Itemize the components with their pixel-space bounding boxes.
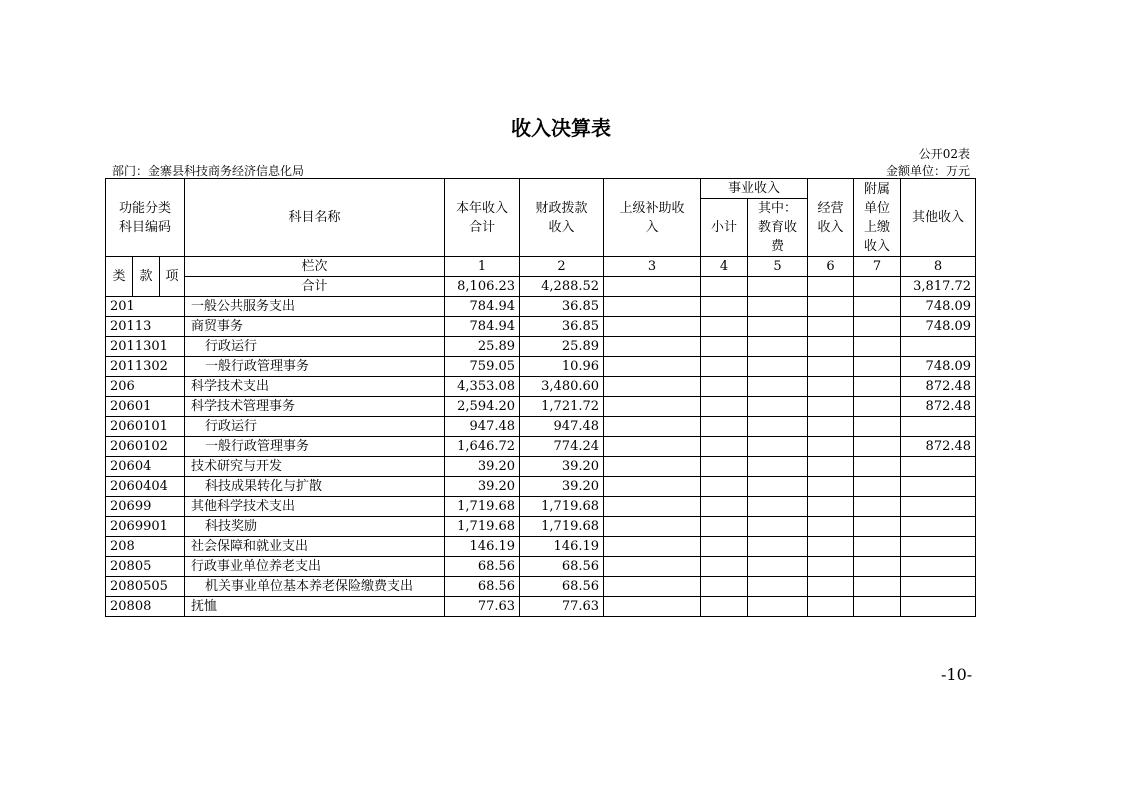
row-value [604,437,701,457]
row-value [701,297,748,317]
row-value [604,457,701,477]
row-code: 2060404 [106,477,185,497]
row-code: 2060101 [106,417,185,437]
row-value [604,597,701,617]
table-row [106,577,976,597]
row-value: 1,646.72 [445,437,520,457]
row-value [604,377,701,397]
total-value [854,277,901,297]
row-value [604,517,701,537]
row-code: 20601 [106,397,185,417]
row-value: 774.24 [520,437,604,457]
row-value: 77.63 [445,597,520,617]
row-value: 748.09 [901,297,976,317]
row-value [854,337,901,357]
row-value [854,477,901,497]
row-code: 20113 [106,317,185,337]
table-row [106,517,976,537]
header-lei: 类 [106,257,133,297]
row-value: 68.56 [445,577,520,597]
row-value [701,597,748,617]
row-code: 2011301 [106,337,185,357]
row-value [701,497,748,517]
header-row-index: 栏次 [185,257,445,277]
row-value [808,457,854,477]
row-value: 1,721.72 [520,397,604,417]
row-value [604,357,701,377]
row-value [808,297,854,317]
row-code: 2080505 [106,577,185,597]
header-total-income: 本年收入 合计 [445,179,520,257]
row-value: 4,353.08 [445,377,520,397]
row-value: 25.89 [520,337,604,357]
row-value: 25.89 [445,337,520,357]
row-code: 20699 [106,497,185,517]
table-row [106,477,976,497]
row-subject-name: 商贸事务 [185,317,445,337]
header-public-income: 事业收入 [701,179,808,199]
row-value: 68.56 [520,557,604,577]
header-subject: 科目名称 [185,179,445,257]
total-value [701,277,748,297]
row-subject-name: 一般行政管理事务 [185,357,445,377]
row-subject-name: 行政运行 [185,417,445,437]
row-value: 39.20 [445,477,520,497]
row-subject-name: 行政运行 [185,337,445,357]
department-label: 部门：金寨县科技商务经济信息化局 [112,164,305,178]
row-subject-name: 科学技术支出 [185,377,445,397]
row-value [701,577,748,597]
row-value: 1,719.68 [520,497,604,517]
header-fiscal: 财政拨款 收入 [520,179,604,257]
row-value [748,477,808,497]
row-value: 872.48 [901,437,976,457]
row-value: 748.09 [901,357,976,377]
row-value [748,337,808,357]
row-value [701,377,748,397]
row-value: 759.05 [445,357,520,377]
row-value [901,477,976,497]
total-value [748,277,808,297]
row-value: 872.48 [901,397,976,417]
col-num: 4 [701,257,748,277]
row-value [808,337,854,357]
row-value [808,597,854,617]
row-value [808,377,854,397]
row-value [604,297,701,317]
total-value: 3,817.72 [901,277,976,297]
row-value [748,537,808,557]
table-row [106,377,976,397]
row-value [854,317,901,337]
row-value: 1,719.68 [520,517,604,537]
table-row [106,497,976,517]
row-value [808,577,854,597]
row-value [701,517,748,537]
row-value [854,397,901,417]
row-value [748,437,808,457]
table-row [106,457,976,477]
row-value [701,337,748,357]
row-subject-name: 一般行政管理事务 [185,437,445,457]
row-value [854,417,901,437]
row-value [748,457,808,477]
row-value [808,477,854,497]
row-value [748,557,808,577]
row-value [854,497,901,517]
row-subject-name: 科学技术管理事务 [185,397,445,417]
table-row [106,417,976,437]
row-value [854,297,901,317]
row-value [808,417,854,437]
row-value: 947.48 [520,417,604,437]
row-value [854,437,901,457]
row-value [604,557,701,577]
header-superior-subsidy: 上级补助收 入 [604,179,701,257]
row-value: 2,594.20 [445,397,520,417]
row-value [854,597,901,617]
row-value [808,317,854,337]
row-subject-name: 机关事业单位基本养老保险缴费支出 [185,577,445,597]
row-value [604,577,701,597]
row-code: 208 [106,537,185,557]
row-subject-name: 社会保障和就业支出 [185,537,445,557]
row-value [901,597,976,617]
row-value: 10.96 [520,357,604,377]
row-value [701,477,748,497]
row-value [808,357,854,377]
row-subject-name: 其他科学技术支出 [185,497,445,517]
form-code: 公开02表 [918,147,970,161]
row-value [701,457,748,477]
header-other: 其他收入 [901,179,976,257]
total-value [604,277,701,297]
header-xiang: 项 [160,257,185,297]
row-value: 36.85 [520,297,604,317]
col-num: 7 [854,257,901,277]
table-title: 收入决算表 [511,116,611,140]
row-value: 1,719.68 [445,497,520,517]
total-value: 8,106.23 [445,277,520,297]
total-row [106,277,976,297]
row-value: 77.63 [520,597,604,617]
row-value [701,557,748,577]
row-code: 20805 [106,557,185,577]
page-number: -10- [941,665,973,684]
row-value [854,357,901,377]
row-value [901,517,976,537]
header-business: 经营 收入 [808,179,854,257]
row-value [604,537,701,557]
row-value [901,497,976,517]
row-subject-name: 行政事业单位养老支出 [185,557,445,577]
header-subtotal: 小计 [701,199,748,257]
row-code: 201 [106,297,185,317]
row-value [854,577,901,597]
table-row [106,557,976,577]
row-value [701,317,748,337]
row-value: 748.09 [901,317,976,337]
row-code: 20604 [106,457,185,477]
row-value [701,537,748,557]
row-value [854,557,901,577]
row-value [901,577,976,597]
row-value: 784.94 [445,297,520,317]
row-value: 3,480.60 [520,377,604,397]
row-value [604,477,701,497]
row-code: 2011302 [106,357,185,377]
row-value [604,317,701,337]
header-func-code: 功能分类 科目编码 [106,179,185,257]
row-value [748,317,808,337]
row-value [901,537,976,557]
header-kuan: 款 [133,257,160,297]
row-value [748,357,808,377]
row-value: 784.94 [445,317,520,337]
row-value [854,377,901,397]
row-subject-name: 科技奖励 [185,517,445,537]
row-value: 68.56 [520,577,604,597]
row-value: 1,719.68 [445,517,520,537]
row-code: 2069901 [106,517,185,537]
row-value [748,517,808,537]
row-value [701,417,748,437]
row-value [701,397,748,417]
row-value [901,457,976,477]
row-value [748,397,808,417]
row-value: 39.20 [520,457,604,477]
total-label: 合计 [185,277,445,297]
row-value [701,437,748,457]
row-value [748,577,808,597]
row-code: 206 [106,377,185,397]
row-value [854,537,901,557]
income-table [105,178,976,617]
row-value [748,297,808,317]
row-value [854,457,901,477]
row-value [701,357,748,377]
row-value [808,497,854,517]
row-value [901,417,976,437]
table-row [106,537,976,557]
row-code: 2060102 [106,437,185,457]
table-row [106,437,976,457]
row-subject-name: 技术研究与开发 [185,457,445,477]
row-value [808,517,854,537]
row-value [748,377,808,397]
table-row [106,597,976,617]
row-value [604,337,701,357]
row-value [854,517,901,537]
total-value [808,277,854,297]
col-num: 2 [520,257,604,277]
row-value [604,417,701,437]
unit-label: 金额单位：万元 [885,164,970,178]
row-value: 947.48 [445,417,520,437]
table-row [106,357,976,377]
table-row [106,337,976,357]
row-value [748,597,808,617]
row-value: 146.19 [445,537,520,557]
header-edu-fee: 其中： 教育收 费 [748,199,808,257]
total-value: 4,288.52 [520,277,604,297]
row-subject-name: 科技成果转化与扩散 [185,477,445,497]
header-affiliated: 附属 单位 上缴 收入 [854,179,901,257]
row-value: 39.20 [520,477,604,497]
row-value: 146.19 [520,537,604,557]
row-value [748,497,808,517]
row-value [808,397,854,417]
table-row [106,317,976,337]
table-row [106,397,976,417]
row-value [748,417,808,437]
row-code: 20808 [106,597,185,617]
col-num: 6 [808,257,854,277]
row-value: 36.85 [520,317,604,337]
row-value [604,497,701,517]
col-num: 5 [748,257,808,277]
row-subject-name: 一般公共服务支出 [185,297,445,317]
row-value [901,337,976,357]
row-value [808,557,854,577]
col-num: 8 [901,257,976,277]
row-value: 68.56 [445,557,520,577]
row-value: 872.48 [901,377,976,397]
col-num: 3 [604,257,701,277]
col-num: 1 [445,257,520,277]
row-value [604,397,701,417]
row-value: 39.20 [445,457,520,477]
row-value [808,437,854,457]
row-value [808,537,854,557]
row-subject-name: 抚恤 [185,597,445,617]
table-row [106,297,976,317]
row-value [901,557,976,577]
